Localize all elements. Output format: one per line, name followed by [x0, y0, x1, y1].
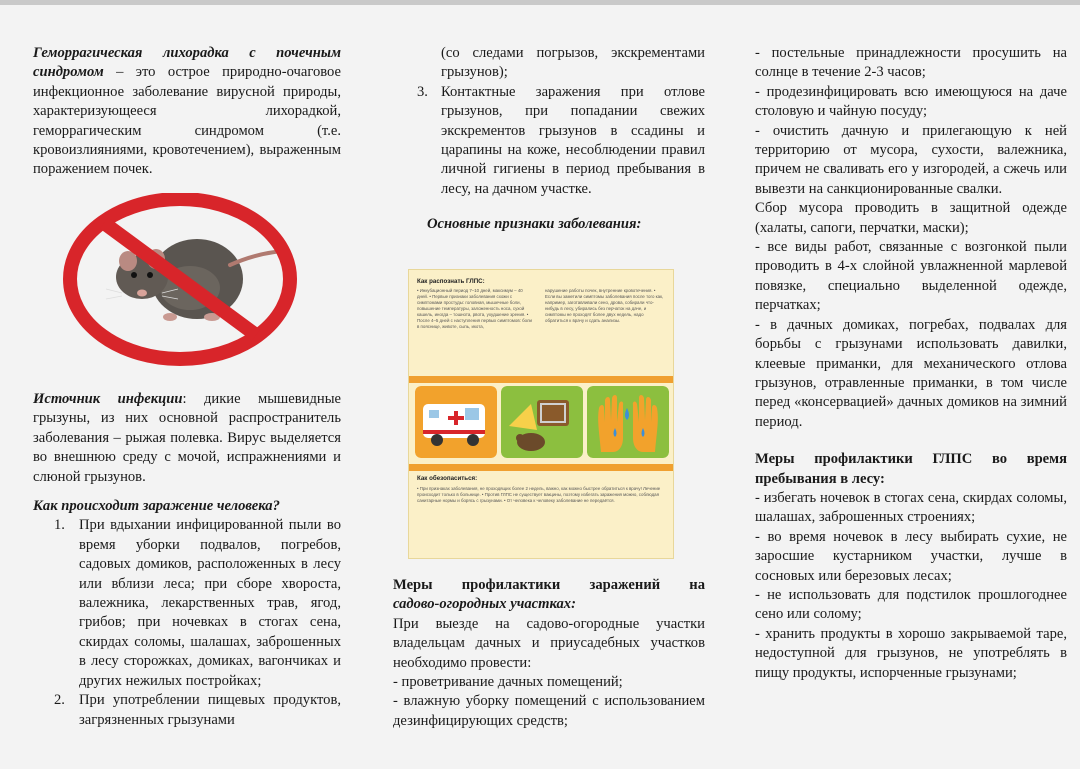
ambulance-icon: [415, 386, 497, 458]
infection-list-cont: [393, 83, 705, 199]
infographic-title-1: Как распознать ГЛПС:: [417, 278, 485, 285]
column-2: [393, 44, 705, 235]
rat-tail: [230, 251, 284, 265]
intro-term: Геморрагическая лихорадка с почечным синдромом: [33, 45, 341, 81]
infection-list: [33, 516, 341, 729]
infographic-right-text: нарушение работы почек, внутренние кровотечения. • Если вы заметили симптомы заболевания после того как, например, заготавливали сено, дрова, собирали что-нибудь в лесу, убирались без перчаток на даче, и симптомы не проходят более двух недель, надо обратиться к врачу и сдать анализы.: [545, 288, 664, 323]
symptoms-infographic: [408, 269, 674, 559]
garden-measures-heading: Меры профилактики заражений на: [393, 577, 705, 593]
infographic-bottom-text: • При признаках заболевания, не проходящих более 2 недель, важно, как можно быстрее обратиться к врачу! Лечение происходит только в больнице. • Против ГЛПС не существует вакцины, поэтому избегать заражения можно, соблюдая санитарные нормы и борясь с грызунами. • От человека к человеку заболевание не передаётся.: [417, 486, 661, 503]
how-heading: Как происходит заражение человека?: [33, 498, 280, 515]
column-3: [755, 44, 1067, 683]
home-measure: - продезинфицировать всю имеющуюся на даче столовую и чайную посуду;: [755, 83, 1067, 120]
infographic-left-text: • Инкубационный период 7–10 дней, максимум – 40 дней. • Первые признаки заболевания схожи с симптомами простуды: головная, мышечные боли, повышение температуры, заложенность носа, сухой кашель, иногда – тошнота, рвота, ухудшение зрения. • После 4–5 дней с наступления первых симптомов: боли в пояснице, животе, сыпь, икота,: [417, 288, 532, 329]
forest-heading: Меры профилактики ГЛПС во время пребывания в лесу:: [755, 451, 1067, 487]
list-item: 2. При употреблении пищевых продуктов, загрязненных грызунами: [54, 692, 341, 728]
mousetrap-icon: [501, 386, 583, 458]
home-measure: - в дачных домиках, погребах, подвалах для борьбы с грызунами использовать давилки, клеевые приманки, для механического отлова грызунов, отравленные приманки, в том числе перед «консервацией» дачных домиков на зимний период.: [755, 316, 1067, 430]
hand-washing-icon: [587, 386, 669, 458]
column-2-lower: [393, 576, 705, 731]
forest-measure: - во время ночевок в лесу выбирать сухие, не заросшие кустарником участки, лучше в сосновых или березовых лесах;: [755, 528, 1067, 584]
list-continuation: (со следами погрызов, экскрементами грызунов);: [441, 45, 705, 81]
top-border: [0, 0, 1080, 5]
no-rodents-image: [62, 193, 298, 368]
forest-measure: - избегать ночевок в стогах сена, скирдах соломы, шалашах, заброшенных строениях;: [755, 489, 1067, 526]
column-1-lower: [33, 390, 341, 730]
infographic-divider: [409, 376, 673, 383]
garden-measure: - проветривание дачных помещений;: [393, 674, 623, 691]
intro-text: – это острое природно-очаговое инфекционное заболевание вирусной природы, характеризующееся лихорадкой, геморрагическим синдромом (т.е. кровоизлияниями, кровотечением), выраженным поражением почек.: [33, 64, 341, 178]
infographic-title-2: Как обезопаситься:: [417, 475, 478, 482]
home-measure: - очистить дачную и прилегающую к ней территорию от мусора, сухости, валежника, причем не сваливать его у изгородей, а сжечь или вывезти на санкционированные свалки.: [755, 122, 1067, 197]
list-item: 1. При вдыхании инфицированной пыли во время уборки подвалов, погребов, садовых домиков, расположенных в лесу или вблизи леса; при сборе хвороста, валежника, лекарственных трав, ягод, грибов; при ночевках в стогах сена, скирдах соломы, шалашах, заброшенных в лесу сторожках, домиках, вагончиках и других нежилых постройках;: [54, 517, 341, 689]
intro-paragraph: [33, 44, 341, 180]
home-measure: Сбор мусора проводить в защитной одежде (халаты, сапоги, перчатки, маски);: [755, 200, 1067, 236]
forest-measure: - хранить продукты в хорошо закрываемой таре, недоступной для грызунов, не употреблять в пищу продукты, испорченные грызунами;: [755, 625, 1067, 681]
forest-measure: - не использовать для подстилок прошлогоднее сено или солому;: [755, 586, 1067, 623]
signs-heading: Основные признаки заболевания:: [427, 216, 642, 233]
garden-measure: - влажную уборку помещений с использованием дезинфицирующих средств;: [393, 693, 705, 729]
column-1: [33, 44, 341, 180]
list-item: 3. Контактные заражения при отлове грызунов, при попадании свежих экскрементов грызунов в ссадины и царапины на коже, несоблюдении правил личной гигиены в период пребывания в лесу, на дачном участке.: [417, 83, 705, 197]
infographic-divider-2: [409, 464, 673, 471]
source-text: : дикие мышевидные грызуны, из них основной распространитель заболевания – рыжая полевка. Вирус выделяется во внешнюю среду с мочой, испражнениями и слюной грызунов.: [33, 391, 341, 485]
garden-measures-intro: При выезде на садово-огородные участки владельцам дачных и приусадебных участков необходимо провести:: [393, 615, 705, 671]
home-measure: - все виды работ, связанные с возгонкой пыли проводить в 4-х слойной увлажненной марлевой повязке, специально выделенной одежде, перчатках;: [755, 239, 1067, 314]
home-measure: - постельные принадлежности просушить на солнце в течение 2-3 часов;: [755, 45, 1067, 81]
source-paragraph: [33, 390, 341, 487]
source-term: Источник инфекции: [33, 391, 183, 407]
garden-measures-subheading: садово-огородных участках:: [393, 596, 576, 613]
